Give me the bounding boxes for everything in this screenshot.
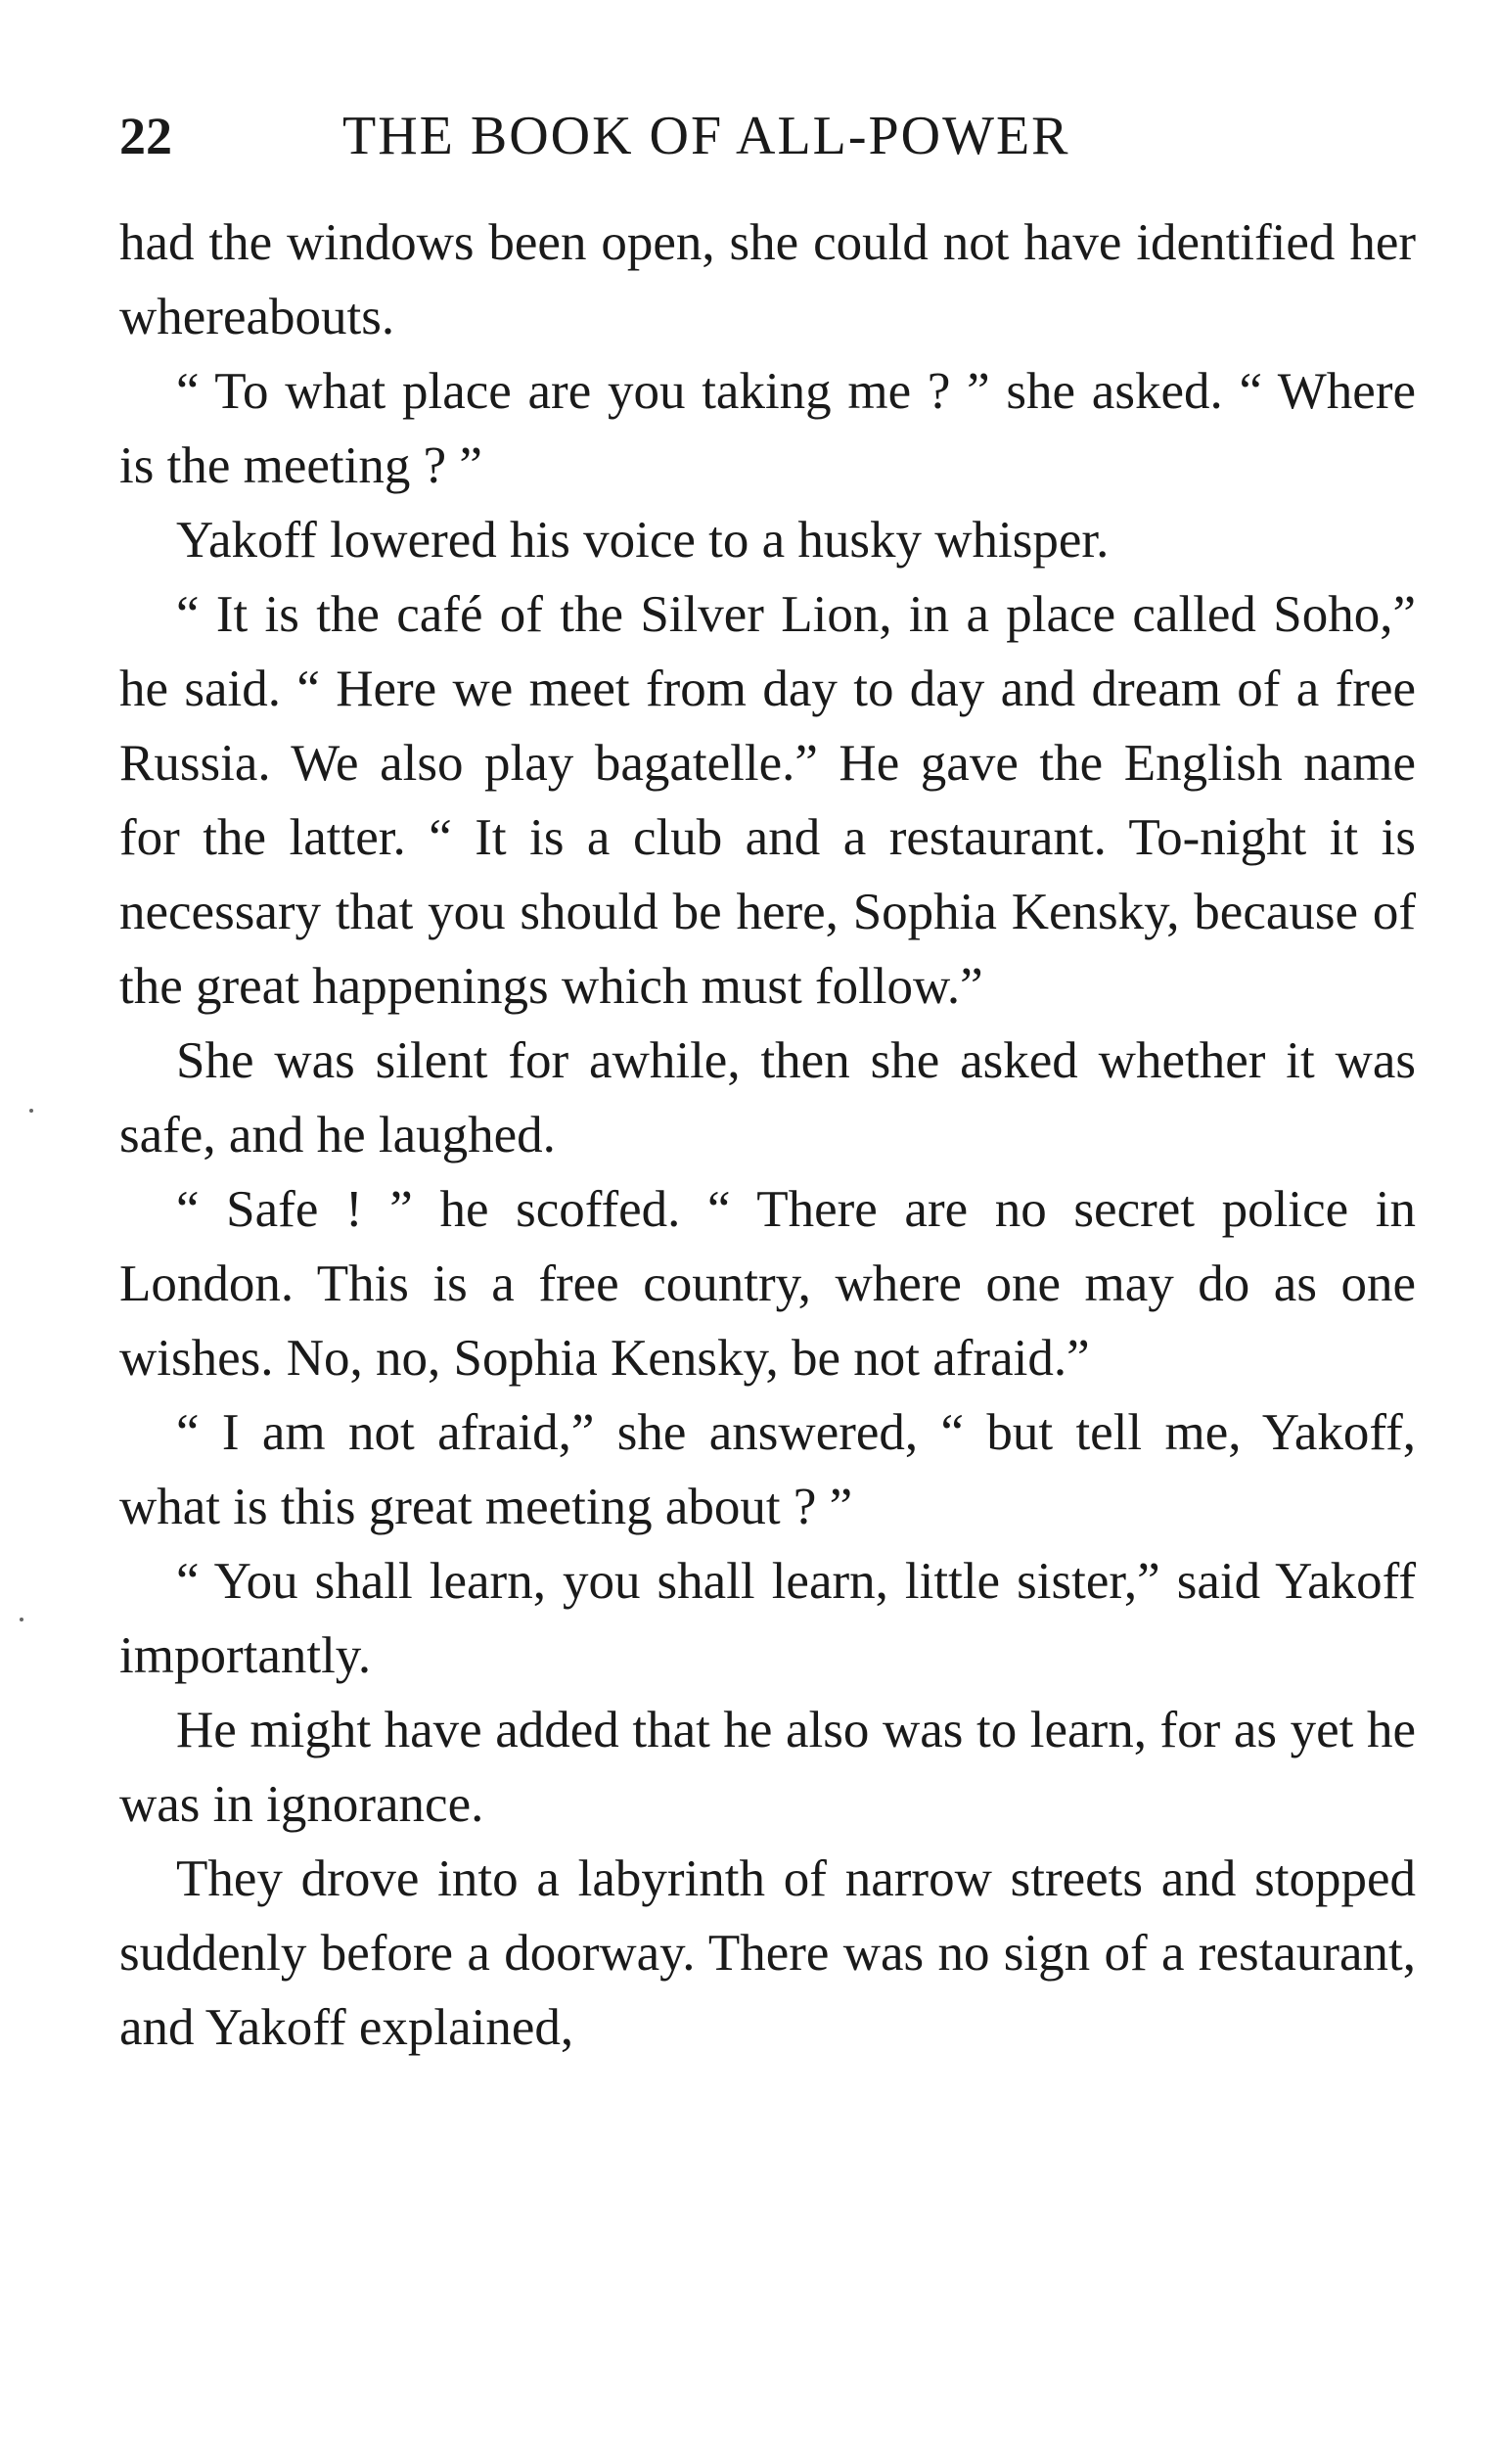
body-text: [119, 205, 1416, 2065]
paragraph-yakoff-whisper: Yakoff lowered his voice to a husky whisper.: [176, 512, 1110, 569]
paragraph-silent: She was silent for awhile, then she asked whether it was safe, and he laughed.: [119, 1032, 1416, 1164]
paragraph-ignorance: He might have added that he also was to learn, for as yet he was in ignorance.: [119, 1702, 1416, 1833]
book-title: THE BOOK OF ALL-POWER: [342, 106, 1070, 166]
paragraph-dialogue-where: “ To what place are you taking me ? ” she asked. “ Where is the meeting ? ”: [119, 363, 1416, 494]
paragraph-continuation: had the windows been open, she could not have identified her whereabouts.: [119, 214, 1416, 345]
running-head: [0, 102, 1497, 170]
margin-speck: [29, 1109, 33, 1113]
margin-speck: [20, 1618, 23, 1621]
paragraph-not-afraid: “ I am not afraid,” she answered, “ but tell me, Yakoff, what is this great meeting about ? ”: [119, 1404, 1416, 1535]
paragraph-little-sister: “ You shall learn, you shall learn, little sister,” said Yakoff importantly.: [119, 1553, 1416, 1684]
paragraph-silver-lion: “ It is the café of the Silver Lion, in a place called Soho,” he said. “ Here we meet from day to day and dream of a free Russia. We also play bagatelle.” He gave the English name for the latter. “ It is a club and a restaurant. To-night it is necessary that you should be here, Sophia Kensky, because of the great happenings which must follow.”: [119, 586, 1416, 1015]
paragraph-safe: “ Safe ! ” he scoffed. “ There are no secret police in London. This is a free country, where one may do as one wishes. No, no, Sophia Kensky, be not afraid.”: [119, 1181, 1416, 1387]
paragraph-labyrinth: They drove into a labyrinth of narrow streets and stopped suddenly before a doorway. There was no sign of a restaurant, and Yakoff explained,: [119, 1850, 1416, 2056]
page-number: 22: [119, 107, 172, 165]
